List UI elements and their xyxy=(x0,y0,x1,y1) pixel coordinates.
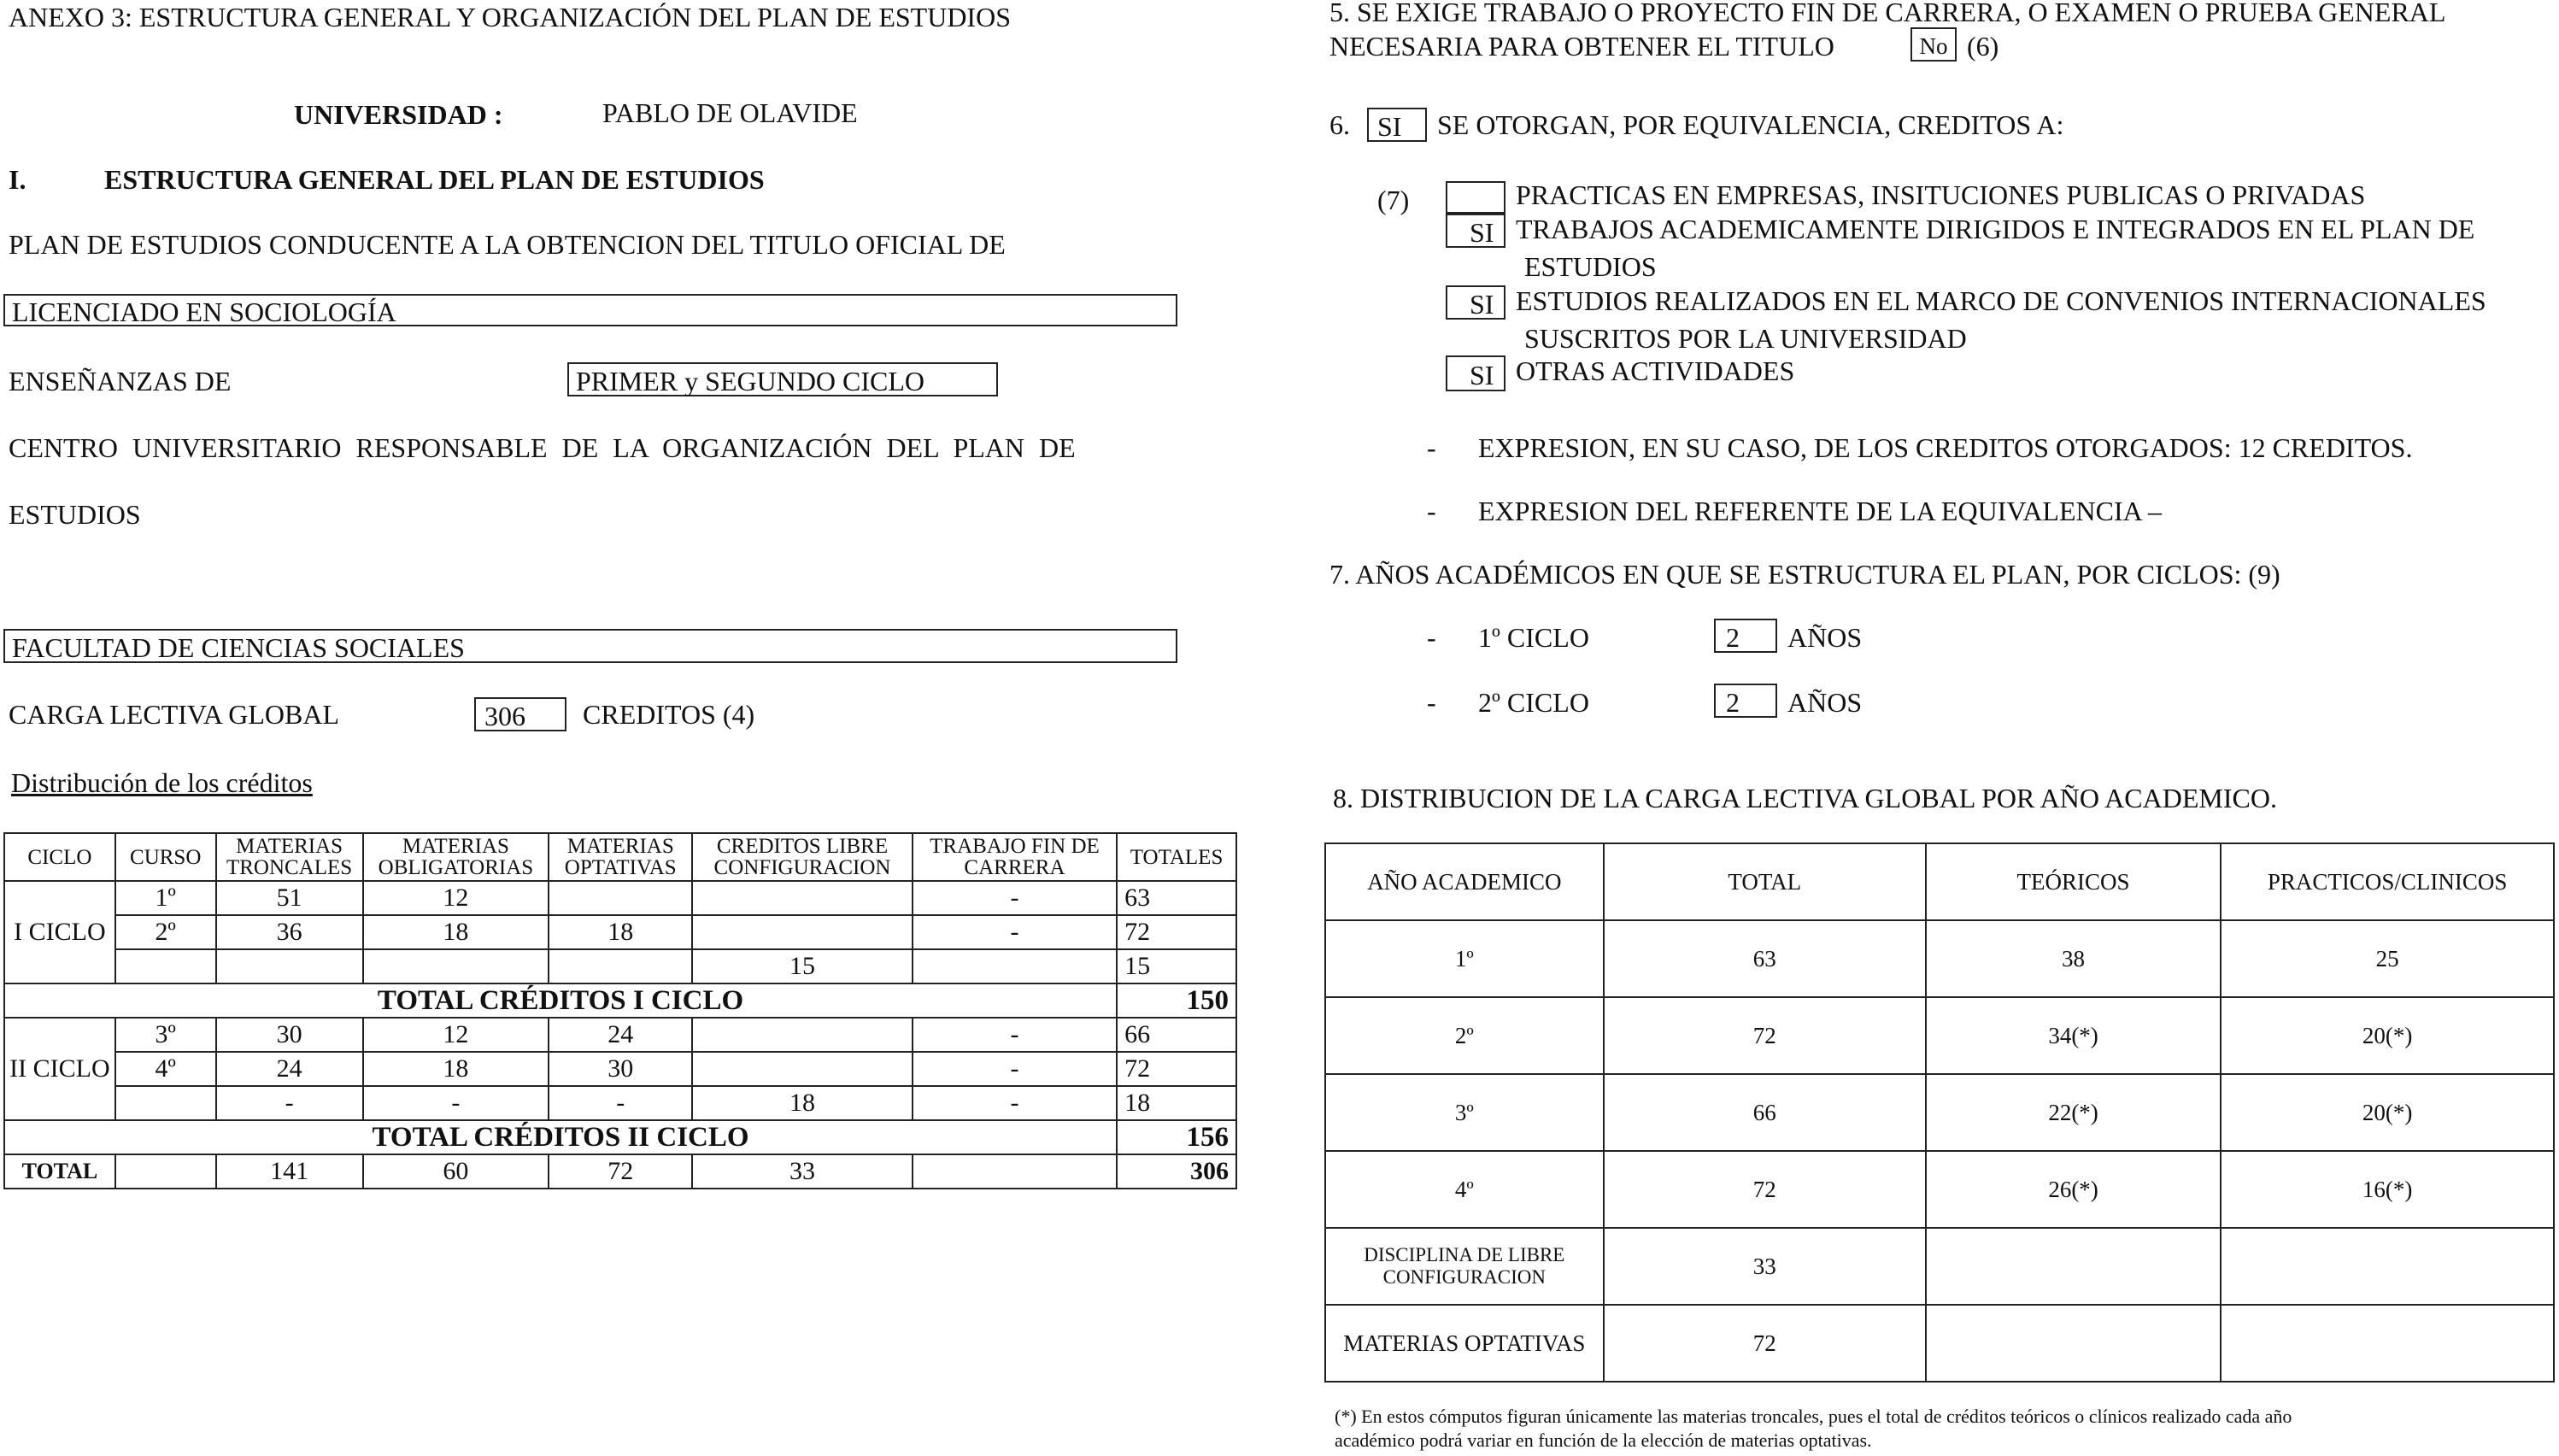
q7-ciclo2-label: 2º CICLO xyxy=(1478,687,1589,718)
q5-answer-box: No xyxy=(1910,27,1957,62)
credits-header: CURSO xyxy=(115,833,216,881)
bullet-dash: - xyxy=(1427,432,1436,463)
libre-configuracion-label xyxy=(1325,1228,1604,1305)
table-row xyxy=(1325,1228,2554,1305)
q5-line2: NECESARIA PARA OBTENER EL TITULO xyxy=(1329,31,1834,62)
bullet-dash: - xyxy=(1427,622,1436,653)
q7-unit: AÑOS xyxy=(1787,687,1863,718)
table-cell: 66 xyxy=(1117,1018,1236,1052)
q5-line1: 5. SE EXIGE TRABAJO O PROYECTO FIN DE CARRERA, O EXAMEN O PRUEBA GENERAL xyxy=(1329,0,2446,27)
table-row xyxy=(4,881,1236,915)
optativas-label: MATERIAS OPTATIVAS xyxy=(1325,1305,1604,1382)
table-cell: 24 xyxy=(549,1018,692,1052)
option-label-continued: ESTUDIOS xyxy=(1524,251,1657,282)
table-cell: 33 xyxy=(692,1154,913,1189)
table-cell xyxy=(692,1018,913,1052)
table-cell: 51 xyxy=(216,881,363,915)
libre-label-line1: DISCIPLINA DE LIBRE xyxy=(1364,1244,1565,1265)
credits-header: TRABAJO FIN DE CARRERA xyxy=(913,833,1117,881)
distribucion-label: Distribución de los créditos xyxy=(11,767,313,798)
table-cell xyxy=(363,949,549,983)
table-cell xyxy=(216,949,363,983)
q6-number: 6. xyxy=(1329,109,1350,140)
ciclo-label: II CICLO xyxy=(4,1018,115,1120)
table-cell xyxy=(913,1154,1117,1189)
plan-text: PLAN DE ESTUDIOS CONDUCENTE A LA OBTENCION DEL TITULO OFICIAL DE xyxy=(9,229,1006,260)
credits-header-row xyxy=(4,833,1236,881)
table-cell: 15 xyxy=(692,949,913,983)
table-cell xyxy=(115,1086,216,1120)
table-cell: 72 xyxy=(1604,1305,1926,1382)
q7-text: 7. AÑOS ACADÉMICOS EN QUE SE ESTRUCTURA EL PLAN, POR CICLOS: (9) xyxy=(1329,559,2280,590)
table-cell xyxy=(115,949,216,983)
table-cell: - xyxy=(216,1086,363,1120)
table-cell: 12 xyxy=(363,1018,549,1052)
table-row xyxy=(4,1086,1236,1120)
table-row xyxy=(4,1052,1236,1086)
annex-title: ANEXO 3: ESTRUCTURA GENERAL Y ORGANIZACIÓN DEL PLAN DE ESTUDIOS xyxy=(9,2,1011,32)
bullet-referente: EXPRESION DEL REFERENTE DE LA EQUIVALENCIA – xyxy=(1478,496,2162,526)
bullet-dash: - xyxy=(1427,687,1436,718)
table-cell xyxy=(115,1154,216,1189)
table-cell xyxy=(549,881,692,915)
total-value: 150 xyxy=(1117,983,1236,1018)
university-value: PABLO DE OLAVIDE xyxy=(602,97,858,128)
q8-text: 8. DISTRIBUCION DE LA CARGA LECTIVA GLOBAL POR AÑO ACADEMICO. xyxy=(1333,783,2277,813)
total-label: TOTAL CRÉDITOS I CICLO xyxy=(4,983,1117,1018)
table-cell: 36 xyxy=(216,915,363,949)
option-label-continued: SUSCRITOS POR LA UNIVERSIDAD xyxy=(1524,323,1967,354)
year-header: PRACTICOS/CLINICOS xyxy=(2221,843,2554,920)
table-cell: 25 xyxy=(2221,920,2554,997)
table-cell: 16(*) xyxy=(2221,1151,2554,1228)
table-cell: 30 xyxy=(216,1018,363,1052)
table-row xyxy=(1325,997,2554,1074)
option-label: ESTUDIOS REALIZADOS EN EL MARCO DE CONVENIOS INTERNACIONALES xyxy=(1516,285,2486,316)
table-cell: 22(*) xyxy=(1926,1074,2221,1151)
table-cell xyxy=(1926,1228,2221,1305)
table-row xyxy=(1325,1151,2554,1228)
q7-ciclo1-value: 2 xyxy=(1714,619,1777,653)
bullet-dash: - xyxy=(1427,496,1436,526)
table-cell: 72 xyxy=(549,1154,692,1189)
option-label: PRACTICAS EN EMPRESAS, INSITUCIONES PUBLICAS O PRIVADAS xyxy=(1516,179,2366,210)
option-checkbox xyxy=(1446,181,1505,214)
q6-text: SE OTORGAN, POR EQUIVALENCIA, CREDITOS A: xyxy=(1437,109,2064,140)
option-label: TRABAJOS ACADEMICAMENTE DIRIGIDOS E INTEGRADOS EN EL PLAN DE xyxy=(1516,214,2475,244)
table-cell: 4º xyxy=(115,1052,216,1086)
table-cell xyxy=(2221,1305,2554,1382)
section-number: I. xyxy=(9,164,26,195)
table-row xyxy=(4,949,1236,983)
table-cell: 72 xyxy=(1604,997,1926,1074)
table-cell: - xyxy=(549,1086,692,1120)
facultad-field: FACULTAD DE CIENCIAS SOCIALES xyxy=(3,629,1177,663)
q7-ciclo1-label: 1º CICLO xyxy=(1478,622,1589,653)
table-row xyxy=(4,1018,1236,1052)
carga-field: 306 xyxy=(474,697,566,731)
footnote-line1: (*) En estos cómputos figuran únicamente las materias troncales, pues el total de créditos teóricos o clínicos realizado cada año xyxy=(1335,1406,2292,1427)
table-cell xyxy=(549,949,692,983)
table-cell xyxy=(692,1052,913,1086)
table-cell: 33 xyxy=(1604,1228,1926,1305)
table-cell: 30 xyxy=(549,1052,692,1086)
table-cell: 26(*) xyxy=(1926,1151,2221,1228)
table-cell: 20(*) xyxy=(2221,997,2554,1074)
table-cell: 63 xyxy=(1604,920,1926,997)
carga-label: CARGA LECTIVA GLOBAL xyxy=(9,699,339,730)
table-cell: 2º xyxy=(115,915,216,949)
total-value: 156 xyxy=(1117,1120,1236,1154)
q6-answer-box: SI xyxy=(1367,108,1427,142)
table-cell: 60 xyxy=(363,1154,549,1189)
table-cell: 18 xyxy=(692,1086,913,1120)
ensenanzas-label: ENSEÑANZAS DE xyxy=(9,366,232,396)
table-cell: 141 xyxy=(216,1154,363,1189)
footnote-line2: académico podrá variar en función de la elección de materias optativas. xyxy=(1335,1430,1872,1451)
credits-header: CREDITOS LIBRE CONFIGURACION xyxy=(692,833,913,881)
table-cell: 3º xyxy=(1325,1074,1604,1151)
table-cell xyxy=(1926,1305,2221,1382)
table-row xyxy=(4,915,1236,949)
centro-text-line2: ESTUDIOS xyxy=(9,499,141,530)
year-distribution-table xyxy=(1324,842,2555,1383)
libre-label-line2: CONFIGURACION xyxy=(1382,1266,1547,1288)
table-cell: - xyxy=(913,1052,1117,1086)
credits-header: MATERIAS TRONCALES xyxy=(216,833,363,881)
table-cell: 72 xyxy=(1117,1052,1236,1086)
table-cell: 72 xyxy=(1117,915,1236,949)
credits-table xyxy=(3,832,1237,1189)
total-row-ciclo1 xyxy=(4,983,1236,1018)
table-cell: 34(*) xyxy=(1926,997,2221,1074)
table-cell xyxy=(913,949,1117,983)
table-cell: 20(*) xyxy=(2221,1074,2554,1151)
q7-unit: AÑOS xyxy=(1787,622,1863,653)
credits-header: MATERIAS OPTATIVAS xyxy=(549,833,692,881)
table-cell: 3º xyxy=(115,1018,216,1052)
q6-reference: (7) xyxy=(1377,185,1410,215)
table-cell xyxy=(2221,1228,2554,1305)
table-cell: 18 xyxy=(549,915,692,949)
option-checkbox: SI xyxy=(1446,355,1505,391)
table-cell: 1º xyxy=(115,881,216,915)
year-header: TOTAL xyxy=(1604,843,1926,920)
table-cell: - xyxy=(913,1086,1117,1120)
table-row xyxy=(1325,1305,2554,1382)
ensenanzas-field: PRIMER y SEGUNDO CICLO xyxy=(567,362,998,396)
table-cell: 15 xyxy=(1117,949,1236,983)
table-cell: 18 xyxy=(1117,1086,1236,1120)
table-cell: 72 xyxy=(1604,1151,1926,1228)
q5-note: (6) xyxy=(1967,31,1999,62)
grand-total-row xyxy=(4,1154,1236,1189)
table-cell: 18 xyxy=(363,915,549,949)
table-cell: 24 xyxy=(216,1052,363,1086)
table-cell: 12 xyxy=(363,881,549,915)
university-label: UNIVERSIDAD : xyxy=(294,99,503,130)
year-header-row xyxy=(1325,843,2554,920)
total-label: TOTAL CRÉDITOS II CICLO xyxy=(4,1120,1117,1154)
bullet-creditos-otorgados: EXPRESION, EN SU CASO, DE LOS CREDITOS OTORGADOS: 12 CREDITOS. xyxy=(1478,432,2413,463)
table-cell: 66 xyxy=(1604,1074,1926,1151)
option-checkbox: SI xyxy=(1446,285,1505,320)
carga-suffix: CREDITOS (4) xyxy=(583,699,755,730)
section-title: ESTRUCTURA GENERAL DEL PLAN DE ESTUDIOS xyxy=(104,164,765,195)
q7-ciclo2-value: 2 xyxy=(1714,684,1777,718)
grand-total-label: TOTAL xyxy=(4,1154,115,1189)
degree-field: LICENCIADO EN SOCIOLOGÍA xyxy=(3,294,1177,326)
table-row xyxy=(1325,1074,2554,1151)
grand-total-value: 306 xyxy=(1117,1154,1236,1189)
table-cell: - xyxy=(913,1018,1117,1052)
table-cell: - xyxy=(363,1086,549,1120)
credits-header: CICLO xyxy=(4,833,115,881)
table-cell: - xyxy=(913,915,1117,949)
option-label: OTRAS ACTIVIDADES xyxy=(1516,355,1795,386)
table-cell: 38 xyxy=(1926,920,2221,997)
table-cell xyxy=(692,915,913,949)
ciclo-label: I CICLO xyxy=(4,881,115,983)
year-header: TEÓRICOS xyxy=(1926,843,2221,920)
total-row-ciclo2 xyxy=(4,1120,1236,1154)
table-row xyxy=(1325,920,2554,997)
table-cell: 4º xyxy=(1325,1151,1604,1228)
table-cell: 2º xyxy=(1325,997,1604,1074)
centro-text-line1: CENTRO UNIVERSITARIO RESPONSABLE DE LA ORGANIZACIÓN DEL PLAN DE xyxy=(9,432,1076,463)
credits-header: TOTALES xyxy=(1117,833,1236,881)
table-cell xyxy=(692,881,913,915)
year-header: AÑO ACADEMICO xyxy=(1325,843,1604,920)
table-cell: 1º xyxy=(1325,920,1604,997)
option-checkbox: SI xyxy=(1446,214,1505,248)
table-cell: 63 xyxy=(1117,881,1236,915)
table-cell: - xyxy=(913,881,1117,915)
credits-header: MATERIAS OBLIGATORIAS xyxy=(363,833,549,881)
table-cell: 18 xyxy=(363,1052,549,1086)
